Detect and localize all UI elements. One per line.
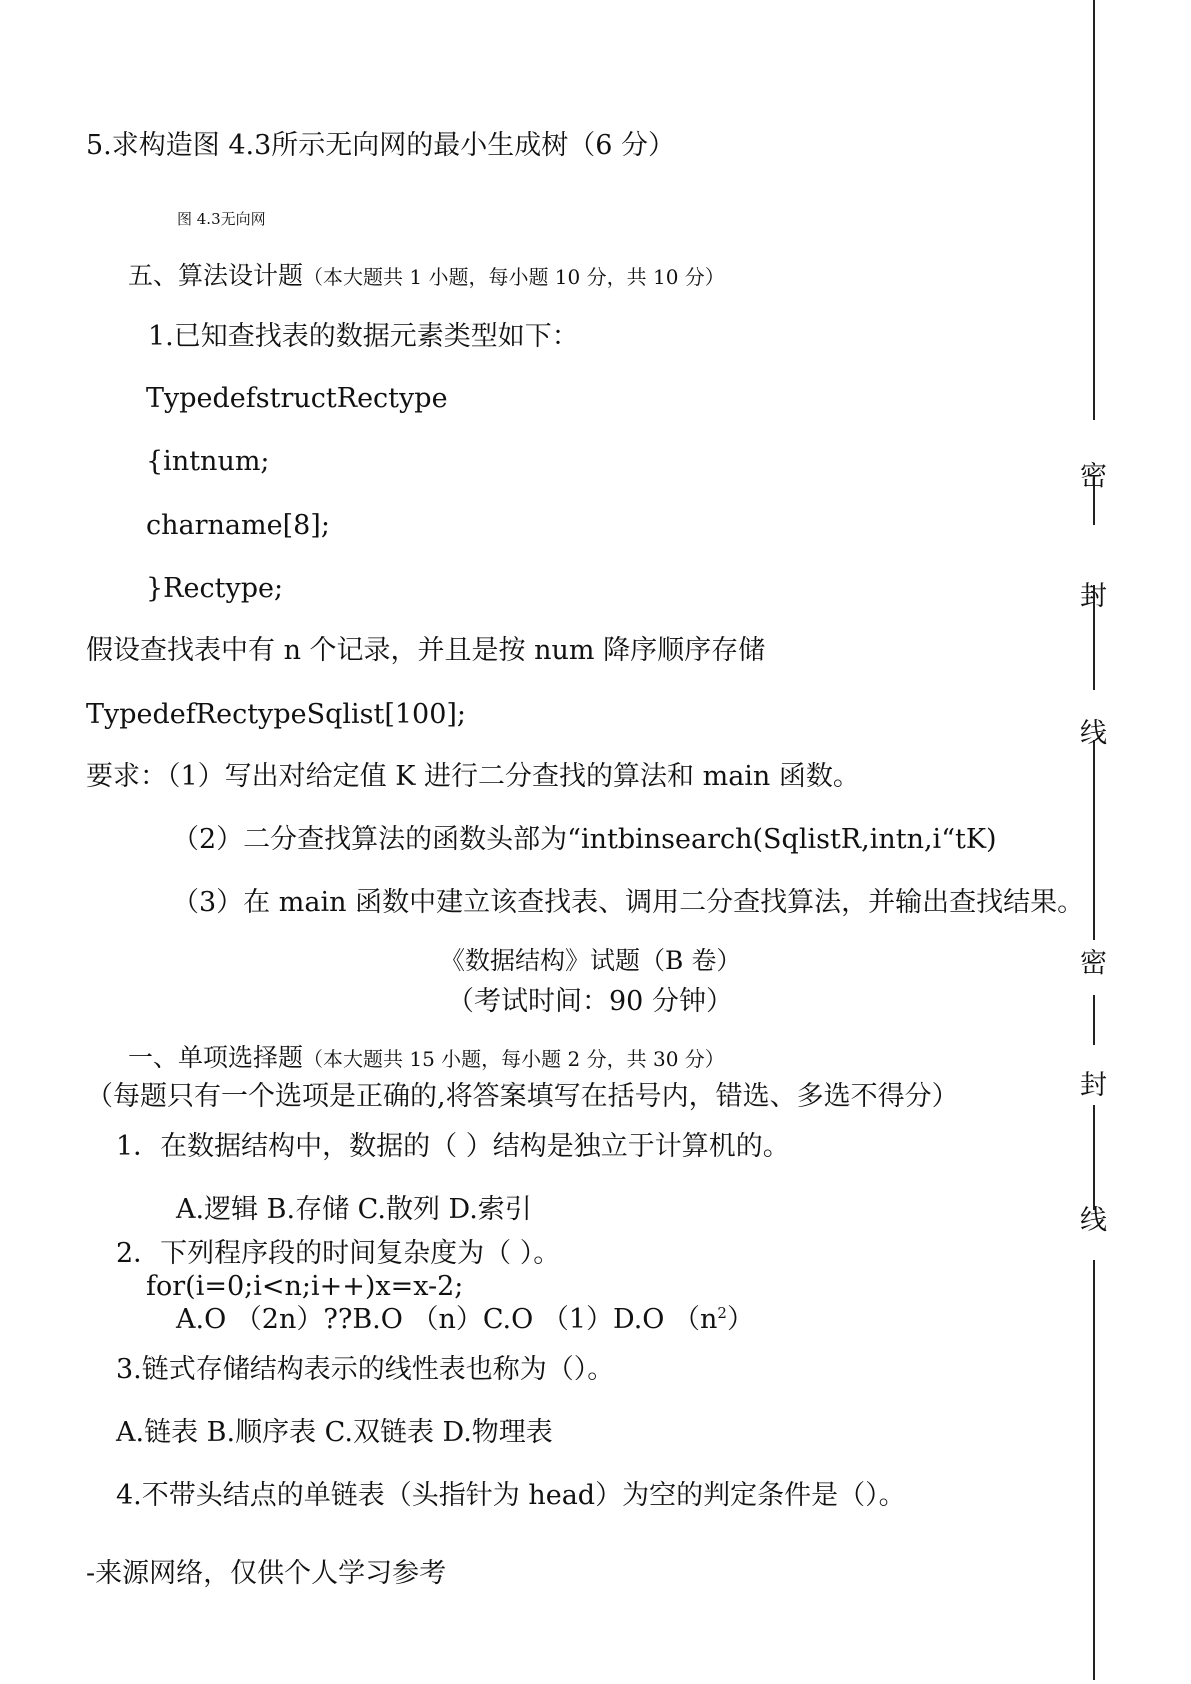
figure-caption: 图 4.3无向网 bbox=[177, 210, 266, 228]
section-heading-text: 一、单项选择题 bbox=[128, 1043, 304, 1072]
choice-question-3-options: A.链表 B.顺序表 C.双链表 D.物理表 bbox=[116, 1417, 553, 1448]
binding-rule bbox=[1093, 0, 1095, 420]
binding-mark-xian: 线 bbox=[1080, 1205, 1107, 1236]
code-line: {intnum; bbox=[146, 446, 270, 477]
section-heading-algorithm bbox=[128, 263, 725, 288]
binding-mark-mi: 密 bbox=[1080, 461, 1107, 492]
requirement-2: （2）二分查找算法的函数头部为“intbinsearch(SqlistR,intn,i“tK) bbox=[172, 824, 997, 855]
binding-rule bbox=[1093, 1105, 1095, 1210]
binding-mark-xian: 线 bbox=[1080, 718, 1107, 749]
choice-question-1-options: A.逻辑 B.存储 C.散列 D.索引 bbox=[176, 1194, 532, 1225]
choice-question-2-code: for(i=0;i<n;i++)x=x-2; bbox=[146, 1271, 464, 1302]
choice-question-2: 2．下列程序段的时间复杂度为（ ）。 bbox=[116, 1238, 561, 1269]
algorithm-question-1: 1.已知查找表的数据元素类型如下： bbox=[148, 321, 579, 352]
binding-mark-mi: 密 bbox=[1080, 948, 1107, 979]
section-heading-choice bbox=[128, 1045, 725, 1070]
requirement-1: 要求：（1）写出对给定值 K 进行二分查找的算法和 main 函数。 bbox=[86, 761, 860, 792]
choice-question-4: 4.不带头结点的单链表（头指针为 head）为空的判定条件是（）。 bbox=[116, 1480, 906, 1511]
section-heading-note: （本大题共 1 小题，每小题 10 分，共 10 分） bbox=[303, 265, 725, 289]
code-line: }Rectype; bbox=[146, 573, 284, 604]
question-5: 5.求构造图 4.3所示无向网的最小生成树（6 分） bbox=[86, 130, 676, 161]
assumption-text: 假设查找表中有 n 个记录，并且是按 num 降序顺序存储 bbox=[86, 635, 766, 666]
section-heading-note: （本大题共 15 小题，每小题 2 分，共 30 分） bbox=[303, 1047, 725, 1071]
choice-question-1: 1．在数据结构中，数据的（ ）结构是独立于计算机的。 bbox=[116, 1131, 790, 1162]
section-heading-text: 五、算法设计题 bbox=[128, 261, 304, 290]
exam-title: 《数据结构》试题（B 卷） bbox=[440, 946, 742, 975]
binding-mark-feng: 封 bbox=[1080, 1070, 1107, 1101]
footer-note: -来源网络，仅供个人学习参考 bbox=[86, 1558, 447, 1589]
choice-question-2-options bbox=[176, 1306, 754, 1333]
code-line: TypedefstructRectype bbox=[146, 383, 448, 414]
exam-time: （考试时间：90 分钟） bbox=[447, 986, 733, 1017]
binding-rule bbox=[1093, 1260, 1095, 1680]
options-tail: ） bbox=[726, 1304, 754, 1335]
section-instruction: （每题只有一个选项是正确的,将答案填写在括号内，错选、多选不得分） bbox=[86, 1081, 959, 1112]
code-line: charname[8]; bbox=[146, 510, 330, 541]
binding-rule bbox=[1093, 995, 1095, 1045]
choice-question-3: 3.链式存储结构表示的线性表也称为（）。 bbox=[116, 1354, 615, 1385]
binding-mark-feng: 封 bbox=[1080, 581, 1107, 612]
options-text: A.O （2n）??B.O （n）C.O （1）D.O （n bbox=[176, 1304, 718, 1335]
superscript: 2 bbox=[717, 1304, 727, 1322]
binding-rule bbox=[1093, 740, 1095, 940]
typedef-text: TypedefRectypeSqlist[100]; bbox=[86, 699, 467, 730]
requirement-3: （3）在 main 函数中建立该查找表、调用二分查找算法，并输出查找结果。 bbox=[172, 887, 1085, 918]
